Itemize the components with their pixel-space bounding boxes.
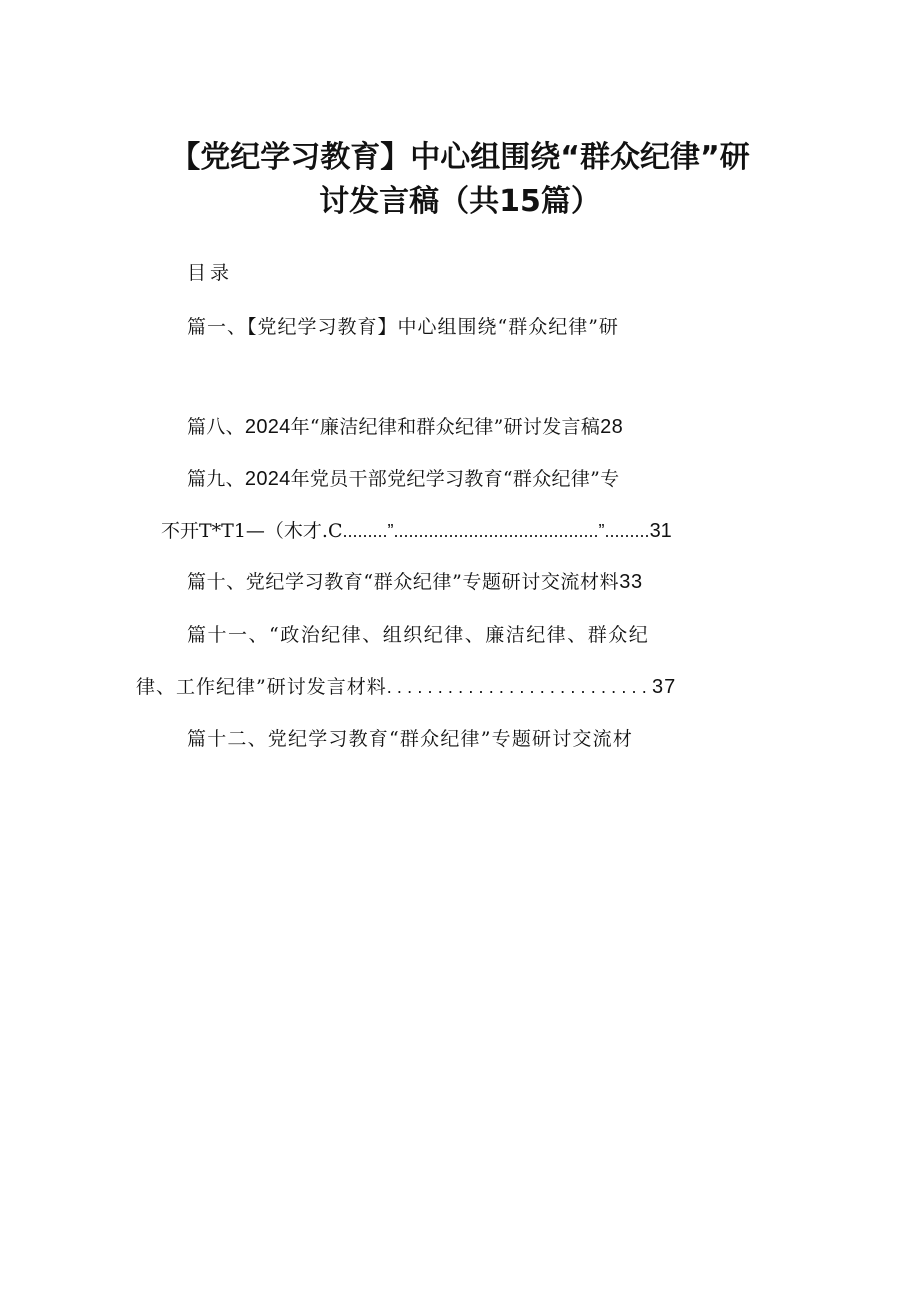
toc-entry-9[interactable]	[187, 465, 619, 493]
toc-entry-11-continued[interactable]	[136, 673, 676, 701]
toc-entry-10[interactable]	[187, 568, 643, 596]
toc-entry-11-page: 37	[651, 676, 677, 698]
toc-entry-11-leader: ..........................	[386, 677, 652, 697]
toc-heading: 目录	[187, 262, 234, 284]
toc-entry-8-prefix: 篇八、	[187, 416, 245, 438]
toc-entry-11-text: 篇十一、“政治纪律、组织纪律、廉洁纪律、群众纪	[187, 624, 650, 646]
toc-entry-1-text: 篇一、【党纪学习教育】中心组围绕“群众纪律”研	[187, 316, 619, 338]
toc-entry-10-text: 篇十、党纪学习教育“群众纪律”专题研讨交流材料	[187, 571, 620, 593]
toc-entry-12-text: 篇十二、党纪学习教育“群众纪律”专题研讨交流材	[187, 728, 634, 750]
toc-entry-9-page: 31	[649, 520, 672, 542]
toc-entry-11[interactable]	[187, 621, 649, 649]
toc-entry-9-leader: .........”.........................................”.........	[342, 521, 650, 541]
document-title-line-1: 【党纪学习教育】中心组围绕“群众纪律”研	[170, 140, 750, 175]
toc-entry-8[interactable]	[187, 413, 623, 441]
toc-entry-9-rest: 年党员干部党纪学习教育“群众纪律”专	[290, 468, 620, 490]
document-title-line-2: 讨发言稿（共15篇）	[319, 184, 601, 219]
toc-entry-9-year: 2024	[244, 468, 291, 490]
toc-entry-10-page: 33	[619, 571, 643, 593]
toc-entry-1[interactable]	[187, 313, 619, 341]
toc-entry-8-year: 2024	[244, 416, 291, 438]
toc-entry-9-continued[interactable]	[161, 517, 672, 545]
toc-entry-12[interactable]	[187, 725, 633, 753]
toc-entry-8-rest: 年“廉洁纪律和群众纪律”研讨发言稿	[290, 416, 601, 438]
toc-entry-11-cont-text: 律、工作纪律”研讨发言材料	[136, 676, 387, 698]
toc-entry-9-prefix: 篇九、	[187, 468, 245, 490]
toc-entry-8-page: 28	[600, 416, 623, 438]
toc-entry-9-cont-text: 不开T*T1—（木才.C	[161, 520, 343, 542]
